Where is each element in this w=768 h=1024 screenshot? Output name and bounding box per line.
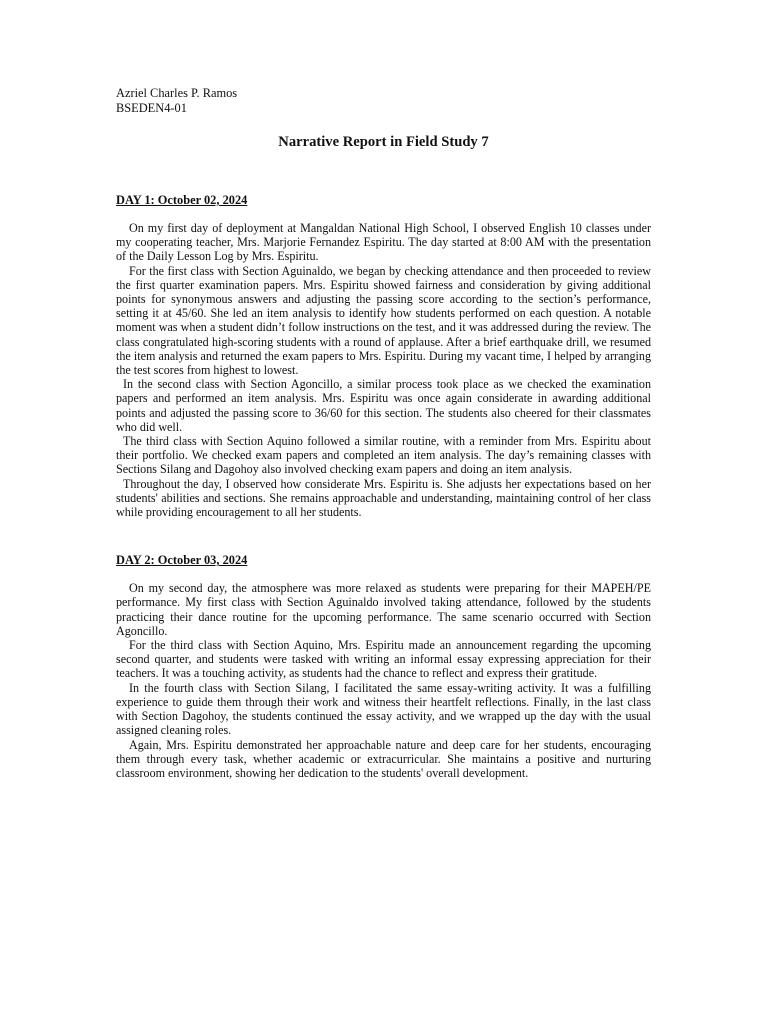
day-1-paragraph: In the second class with Section Agoncillo, a similar process took place as we checked the examination papers and performed an item analysis. Mrs. Espiritu was once again considerate in awarding additional points and adjusted the passing score to 36/60 for this section. The students also cheered for their classmates who did well. bbox=[116, 377, 651, 434]
day-1-paragraph: For the first class with Section Aguinaldo, we began by checking attendance and then proceeded to review the first quarter examination papers. Mrs. Espiritu showed fairness and consideration by giving additional points for synonymous answers and adjusting the passing score according to the section’s performance, setting it at 45/60. She led an item analysis to identify how students performed on each question. A notable moment was when a student didn’t follow instructions on the test, and it was addressed during the review. The class congratulated high-scoring students with a round of applause. After a brief earthquake drill, we resumed the item analysis and returned the exam papers to Mrs. Espiritu. During my vacant time, I helped by arranging the test scores from highest to lowest. bbox=[116, 263, 651, 378]
day-2-section bbox=[116, 553, 651, 780]
day-2-paragraph: Again, Mrs. Espiritu demonstrated her approachable nature and deep care for her students, encouraging them through every task, whether academic or extracurricular. She maintains a positive and nurturing classroom environment, showing her dedication to the students' overall development. bbox=[116, 737, 651, 780]
day-1-paragraph: On my first day of deployment at Mangaldan National High School, I observed English 10 classes under my cooperating teacher, Mrs. Marjorie Fernandez Espiritu. The day started at 8:00 AM with the presentation of the Daily Lesson Log by Mrs. Espiritu. bbox=[116, 221, 651, 264]
day-1-section bbox=[116, 193, 651, 519]
day-2-paragraph: On my second day, the atmosphere was more relaxed as students were preparing for their MAPEH/PE performance. My first class with Section Aguinaldo involved taking attendance, followed by the students practicing their dance routine for the upcoming performance. The same scenario occurred with Section Agoncillo. bbox=[116, 581, 651, 638]
day-1-body bbox=[116, 221, 651, 519]
author-section: BSEDEN4-01 bbox=[116, 101, 187, 115]
document-title: Narrative Report in Field Study 7 bbox=[278, 134, 489, 150]
document-page bbox=[116, 86, 651, 780]
day-1-heading: DAY 1: October 02, 2024 bbox=[116, 193, 248, 207]
day-1-paragraph: The third class with Section Aquino followed a similar routine, with a reminder from Mrs. Espiritu about their portfolio. We checked exam papers and completed an item analysis. The day’s remaining classes with Sections Silang and Dagohoy also involved checking exam papers and doing an item analysis. bbox=[116, 434, 651, 477]
day-2-paragraph: In the fourth class with Section Silang, I facilitated the same essay-writing activity. It was a fulfilling experience to guide them through their work and witness their heartfelt reflections. Finally, in the last class with Section Dagohoy, the students continued the essay activity, and we wrapped up the day with the usual assigned cleaning roles. bbox=[116, 680, 651, 738]
day-2-body bbox=[116, 581, 651, 780]
day-2-paragraph: For the third class with Section Aquino, Mrs. Espiritu made an announcement regarding the upcoming second quarter, and students were tasked with writing an informal essay expressing appreciation for their teachers. It was a touching activity, as students had the chance to reflect and express their gratitude. bbox=[116, 638, 651, 681]
day-1-paragraph: Throughout the day, I observed how considerate Mrs. Espiritu is. She adjusts her expectations based on her students' abilities and sections. She remains approachable and understanding, maintaining control of her class while providing encouragement to all her students. bbox=[116, 476, 651, 520]
author-name: Azriel Charles P. Ramos bbox=[116, 86, 238, 100]
day-2-heading: DAY 2: October 03, 2024 bbox=[116, 553, 248, 568]
